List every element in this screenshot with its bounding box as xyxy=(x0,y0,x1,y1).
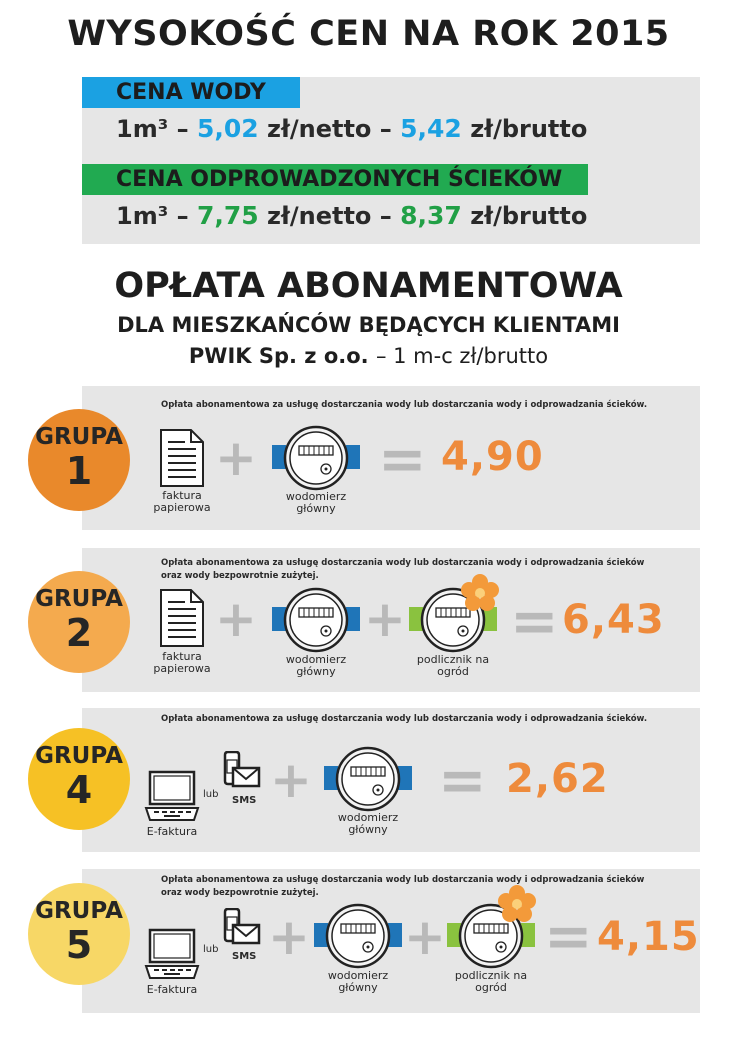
water-price-label: CENA WODY xyxy=(82,77,300,108)
water-brutto-unit: zł/brutto xyxy=(470,115,588,143)
subscription-period: – 1 m-c zł/brutto xyxy=(375,344,549,368)
group-5-amount: 4,15 xyxy=(597,914,700,960)
sewage-netto: 7,75 xyxy=(196,201,259,230)
subscription-subheading: DLA MIESZKAŃCÓW BĘDĄCYCH KLIENTAMI xyxy=(117,313,620,337)
note-line-2: oraz wody bezpowrotnie zużytej. xyxy=(161,571,319,581)
plus-icon: + xyxy=(364,590,406,648)
paper-invoice-caption: faktura papierowa xyxy=(153,650,211,675)
paper-invoice-caption: faktura papierowa xyxy=(153,489,211,514)
note-line-2: oraz wody bezpowrotnie zużytej. xyxy=(161,888,319,898)
sewage-unit: 1m³ – xyxy=(116,202,189,230)
equals-icon: = xyxy=(378,425,427,493)
water-unit: 1m³ – xyxy=(116,115,189,143)
sms-phone-icon xyxy=(219,908,261,950)
water-meter-icon xyxy=(272,587,360,653)
note-line-1: Opłata abonamentowa za usługę dostarczania wody lub dostarczania wody i odprowadzania ścieków xyxy=(161,558,645,568)
group-2-note xyxy=(161,557,644,583)
laptop-icon xyxy=(144,928,200,980)
group-number: 4 xyxy=(65,768,93,812)
sewage-price-label: CENA ODPROWADZONYCH ŚCIEKÓW xyxy=(82,164,588,195)
water-meter-caption: wodomierz główny xyxy=(285,653,347,678)
group-number: 5 xyxy=(65,923,93,967)
group-4-note: Opłata abonamentowa za usługę dostarczania wody lub dostarczania wody i odprowadzania ścieków. xyxy=(161,714,648,724)
sewage-price-line xyxy=(116,201,587,230)
flower-icon xyxy=(460,573,500,613)
e-invoice-caption: E-faktura xyxy=(146,983,198,996)
paper-invoice-icon xyxy=(159,428,205,488)
water-brutto: 5,42 xyxy=(400,114,462,143)
group-2-amount: 6,43 xyxy=(562,597,665,643)
sewage-brutto-unit: zł/brutto xyxy=(470,202,588,230)
water-meter-icon xyxy=(314,903,402,969)
plus-icon: + xyxy=(270,751,312,809)
garden-submeter-caption: podlicznik na ogród xyxy=(416,653,490,678)
equals-icon: = xyxy=(438,746,487,814)
water-meter-icon xyxy=(324,746,412,812)
group-label: GRUPA xyxy=(35,898,123,924)
page-title: WYSOKOŚĆ CEN NA ROK 2015 xyxy=(67,14,670,54)
group-label: GRUPA xyxy=(35,424,123,450)
e-invoice-caption: E-faktura xyxy=(146,825,198,838)
water-netto: 5,02 xyxy=(196,114,259,143)
group-1-note: Opłata abonamentowa za usługę dostarczania wody lub dostarczania wody i odprowadzania ścieków. xyxy=(161,400,648,410)
sewage-netto-unit: zł/netto – xyxy=(266,202,392,230)
group-number: 2 xyxy=(65,611,93,655)
group-2-badge xyxy=(28,571,130,673)
group-4-badge xyxy=(28,728,130,830)
plus-icon: + xyxy=(215,590,257,648)
sewage-brutto: 8,37 xyxy=(400,201,462,230)
water-meter-caption: wodomierz główny xyxy=(337,811,399,836)
laptop-icon xyxy=(144,770,200,822)
water-meter-caption: wodomierz główny xyxy=(327,969,389,994)
water-netto-unit: zł/netto – xyxy=(266,115,392,143)
flower-icon xyxy=(497,884,537,924)
or-label: lub xyxy=(203,944,219,955)
group-5-badge xyxy=(28,883,130,985)
subscription-company-line xyxy=(0,344,737,368)
or-label: lub xyxy=(203,789,219,800)
group-label: GRUPA xyxy=(35,586,123,612)
plus-icon: + xyxy=(404,908,446,966)
equals-icon: = xyxy=(544,902,593,970)
water-price-line xyxy=(116,114,587,143)
paper-invoice-icon xyxy=(159,588,205,648)
group-label: GRUPA xyxy=(35,743,123,769)
group-4-amount: 2,62 xyxy=(506,756,609,802)
note-line-1: Opłata abonamentowa za usługę dostarczania wody lub dostarczania wody i odprowadzania ścieków xyxy=(161,875,645,885)
sms-phone-icon xyxy=(219,751,261,793)
plus-icon: + xyxy=(215,429,257,487)
garden-submeter-caption: podlicznik na ogród xyxy=(454,969,528,994)
water-meter-caption: wodomierz główny xyxy=(285,490,347,515)
water-meter-icon xyxy=(272,425,360,491)
group-1-amount: 4,90 xyxy=(441,434,544,480)
group-5-note xyxy=(161,874,644,900)
sms-label: SMS xyxy=(232,951,257,962)
company-name: PWIK Sp. z o.o. xyxy=(188,344,369,368)
group-1-badge xyxy=(28,409,130,511)
plus-icon: + xyxy=(268,908,310,966)
equals-icon: = xyxy=(510,587,559,655)
sms-label: SMS xyxy=(232,795,257,806)
group-number: 1 xyxy=(65,449,93,493)
subscription-heading: OPŁATA ABONAMENTOWA xyxy=(114,266,623,306)
